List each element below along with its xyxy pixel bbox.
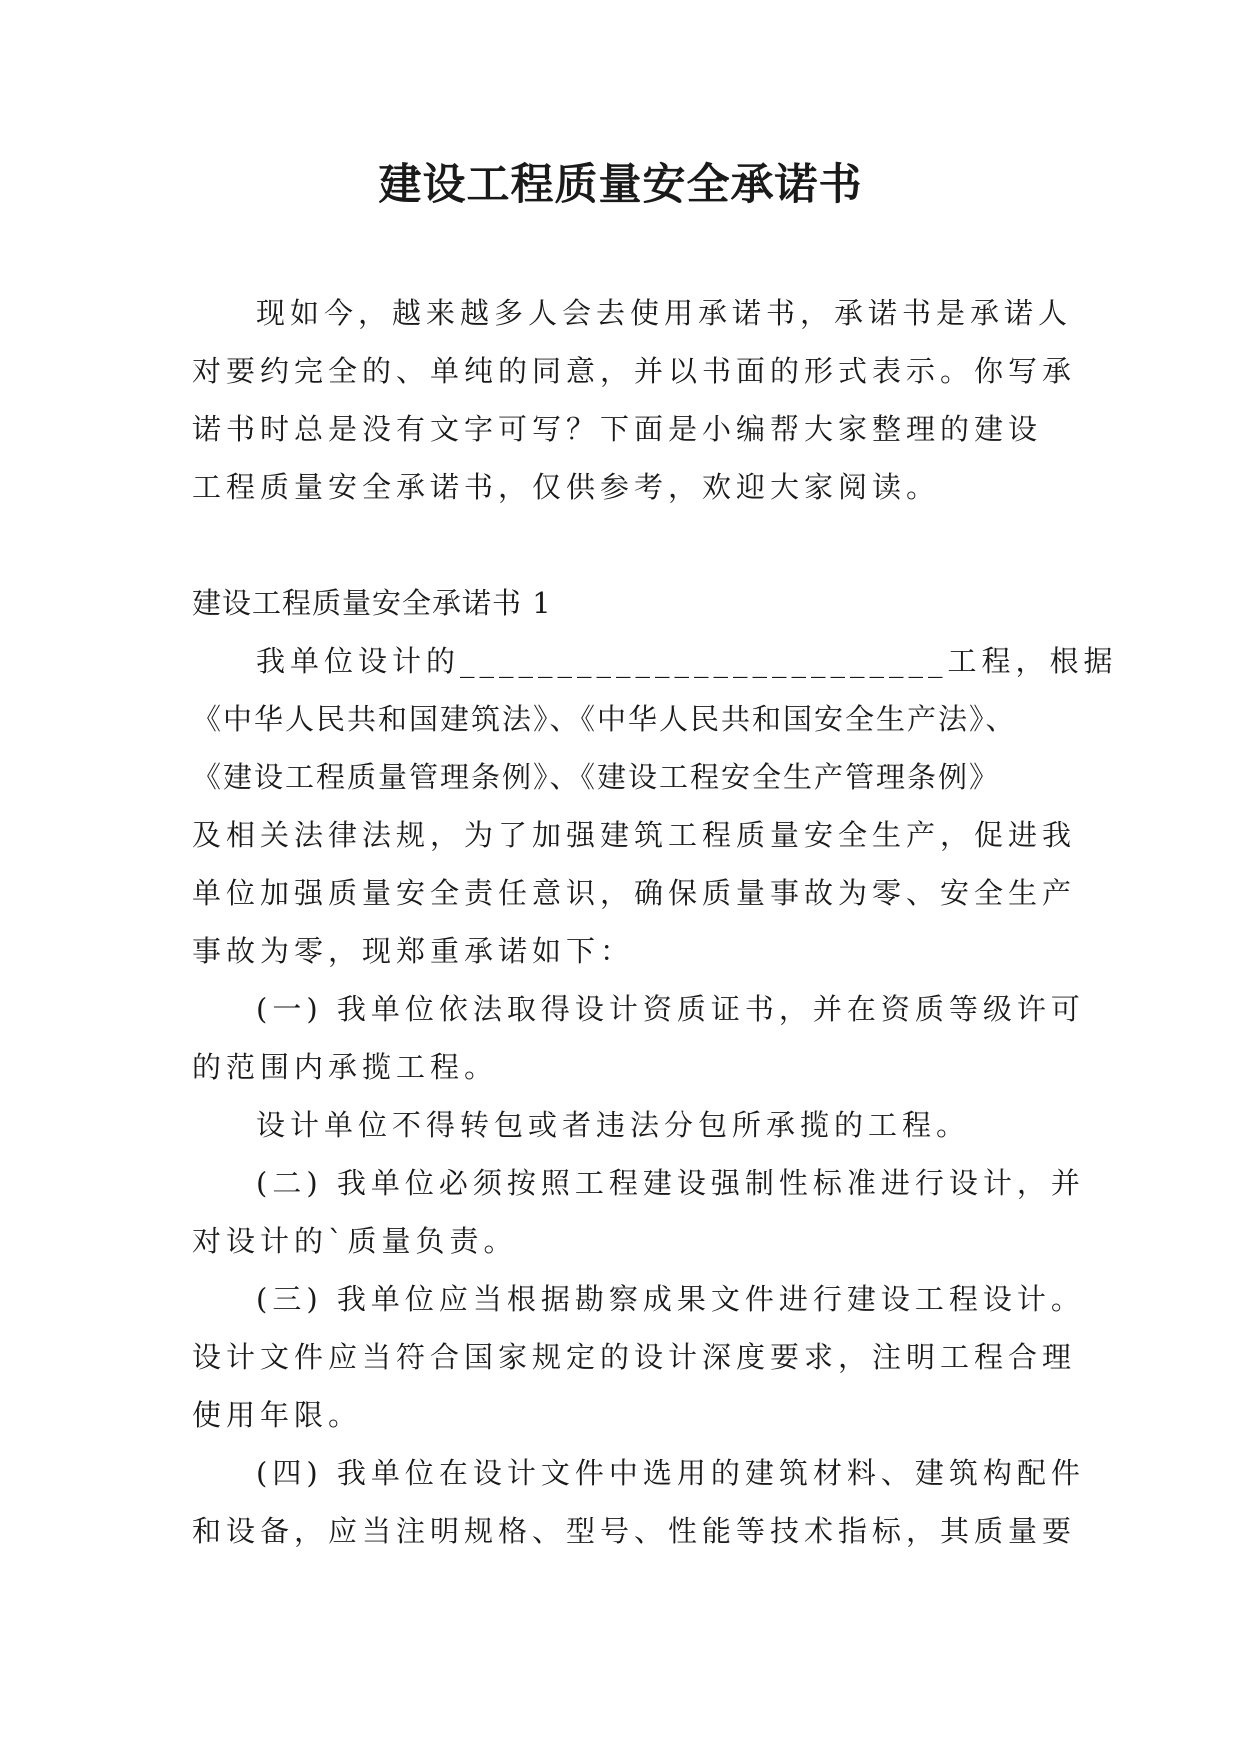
- paragraph-gap: [192, 516, 1052, 574]
- intro-line: 现如今，越来越多人会去使用承诺书，承诺书是承诺人: [256, 296, 1073, 330]
- body-line: (一) 我单位依法取得设计资质证书，并在资质等级许可: [256, 992, 1085, 1026]
- body-line: 事故为零，现郑重承诺如下：: [192, 934, 635, 968]
- body-line: (三) 我单位应当根据勘察成果文件进行建设工程设计。: [256, 1282, 1085, 1316]
- body-line: 的范围内承揽工程。: [192, 1050, 499, 1084]
- intro-line: 对要约完全的、单纯的同意，并以书面的形式表示。你写承: [192, 354, 1077, 388]
- body-line: 《中华人民共和国建筑法》、《中华人民共和国安全生产法》、: [192, 702, 1017, 736]
- body-line: (二) 我单位必须按照工程建设强制性标准进行设计，并: [256, 1166, 1085, 1200]
- document-body: [192, 284, 1118, 1560]
- body-line: 《建设工程质量管理条例》、《建设工程安全生产管理条例》: [192, 760, 1001, 794]
- body-line: (四) 我单位在设计文件中选用的建筑材料、建筑构配件: [256, 1456, 1085, 1490]
- body-line: 使用年限。: [192, 1398, 363, 1432]
- body-line: 对设计的`质量负责。: [192, 1224, 518, 1258]
- intro-line: 工程质量安全承诺书，仅供参考，欢迎大家阅读。: [192, 470, 941, 504]
- section-heading: 建设工程质量安全承诺书 1: [192, 586, 552, 620]
- body-line: 设计文件应当符合国家规定的设计深度要求，注明工程合理: [192, 1340, 1077, 1374]
- intro-line: 诺书时总是没有文字可写？下面是小编帮大家整理的建设: [192, 412, 1043, 446]
- body-line: 设计单位不得转包或者违法分包所承揽的工程。: [256, 1108, 971, 1142]
- body-line: 和设备，应当注明规格、型号、性能等技术指标，其质量要: [192, 1514, 1077, 1548]
- document-title: 建设工程质量安全承诺书: [378, 160, 863, 210]
- body-line: 我单位设计的_________________________工程，根据: [256, 644, 1118, 678]
- body-line: 单位加强质量安全责任意识，确保质量事故为零、安全生产: [192, 876, 1077, 910]
- body-line: 及相关法律法规，为了加强建筑工程质量安全生产，促进我: [192, 818, 1077, 852]
